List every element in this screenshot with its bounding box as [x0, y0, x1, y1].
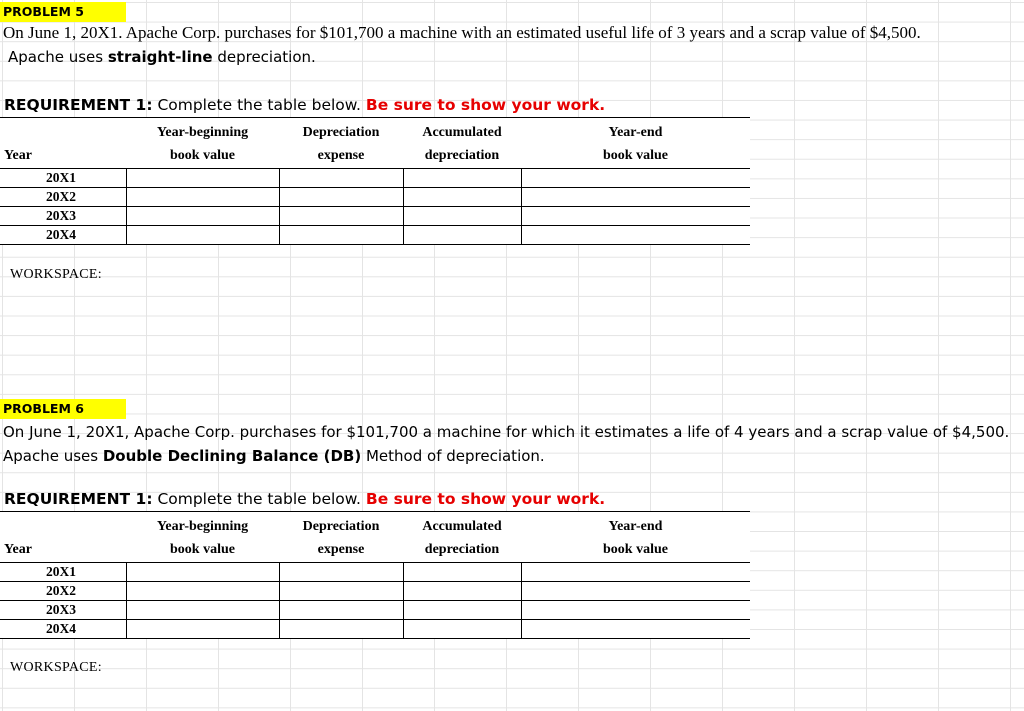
table-row — [0, 620, 750, 639]
input-cell[interactable] — [279, 582, 403, 601]
problem-6-workspace-label: WORKSPACE: — [10, 660, 102, 675]
year-cell: 20X3 — [0, 207, 126, 226]
table-row — [0, 169, 750, 188]
header-depreciation: Depreciation — [279, 512, 403, 543]
input-cell[interactable] — [521, 226, 750, 245]
header-accumulated: Accumulated — [403, 512, 521, 543]
method-name: straight-line — [107, 48, 213, 66]
requirement-label: REQUIREMENT 1: — [4, 490, 153, 508]
table-row — [0, 582, 750, 601]
problem-5-method — [8, 46, 316, 68]
input-cell[interactable] — [521, 563, 750, 582]
input-cell[interactable] — [403, 582, 521, 601]
input-cell[interactable] — [521, 601, 750, 620]
header-depreciation-sub: depreciation — [403, 542, 521, 563]
header-expense: expense — [279, 542, 403, 563]
input-cell[interactable] — [403, 169, 521, 188]
input-cell[interactable] — [403, 207, 521, 226]
problem-5-statement: On June 1, 20X1. Apache Corp. purchases for $101,700 a machine with an estimated useful life of 3 years and a scrap value of $4,500. — [3, 23, 921, 42]
input-cell[interactable] — [403, 601, 521, 620]
method-prefix: Apache uses — [8, 48, 108, 66]
input-cell[interactable] — [126, 207, 279, 226]
year-cell: 20X3 — [0, 601, 126, 620]
input-cell[interactable] — [521, 188, 750, 207]
problem-6-depreciation-table — [0, 511, 750, 639]
input-cell[interactable] — [403, 620, 521, 639]
year-cell: 20X1 — [0, 169, 126, 188]
input-cell[interactable] — [521, 169, 750, 188]
input-cell[interactable] — [279, 601, 403, 620]
method-name: Double Declining Balance (DB) — [102, 447, 362, 465]
input-cell[interactable] — [521, 207, 750, 226]
header-blank — [0, 118, 126, 149]
requirement-warning: Be sure to show your work. — [365, 96, 606, 114]
table-row — [0, 207, 750, 226]
input-cell[interactable] — [279, 563, 403, 582]
header-year: Year — [0, 148, 126, 169]
input-cell[interactable] — [403, 563, 521, 582]
requirement-warning: Be sure to show your work. — [365, 490, 606, 508]
input-cell[interactable] — [403, 226, 521, 245]
header-book-value: book value — [126, 542, 279, 563]
input-cell[interactable] — [126, 601, 279, 620]
input-cell[interactable] — [279, 188, 403, 207]
header-year-beginning: Year-beginning — [126, 118, 279, 149]
table-row — [0, 188, 750, 207]
requirement-text: Complete the table below. — [152, 490, 366, 508]
input-cell[interactable] — [279, 169, 403, 188]
input-cell[interactable] — [126, 226, 279, 245]
table-row — [0, 601, 750, 620]
input-cell[interactable] — [126, 188, 279, 207]
header-book-value: book value — [126, 148, 279, 169]
year-cell: 20X1 — [0, 563, 126, 582]
header-expense: expense — [279, 148, 403, 169]
header-book-value-end: book value — [521, 542, 750, 563]
method-suffix: depreciation. — [212, 48, 316, 66]
year-cell: 20X2 — [0, 188, 126, 207]
year-cell: 20X2 — [0, 582, 126, 601]
year-cell: 20X4 — [0, 226, 126, 245]
input-cell[interactable] — [126, 620, 279, 639]
header-year-beginning: Year-beginning — [126, 512, 279, 543]
problem-6-method — [3, 445, 545, 467]
table-row — [0, 563, 750, 582]
requirement-label: REQUIREMENT 1: — [4, 96, 153, 114]
header-blank — [0, 512, 126, 543]
table-row — [0, 226, 750, 245]
problem-5-workspace-label: WORKSPACE: — [10, 267, 102, 282]
problem-6-statement: On June 1, 20X1, Apache Corp. purchases for $101,700 a machine for which it estimates a life of 4 years and a scrap value of $4,500. — [3, 423, 1010, 441]
input-cell[interactable] — [126, 169, 279, 188]
input-cell[interactable] — [126, 582, 279, 601]
header-year-end: Year-end — [521, 118, 750, 149]
problem-6-tag: PROBLEM 6 — [0, 399, 126, 419]
year-cell: 20X4 — [0, 620, 126, 639]
input-cell[interactable] — [279, 207, 403, 226]
header-depreciation: Depreciation — [279, 118, 403, 149]
input-cell[interactable] — [279, 620, 403, 639]
problem-5-tag: PROBLEM 5 — [0, 2, 126, 22]
input-cell[interactable] — [403, 188, 521, 207]
header-year: Year — [0, 542, 126, 563]
problem-5-depreciation-table — [0, 117, 750, 245]
method-suffix: Method of depreciation. — [361, 447, 545, 465]
header-depreciation-sub: depreciation — [403, 148, 521, 169]
problem-6-requirement — [4, 488, 605, 510]
header-year-end: Year-end — [521, 512, 750, 543]
input-cell[interactable] — [126, 563, 279, 582]
method-prefix: Apache uses — [3, 447, 103, 465]
input-cell[interactable] — [279, 226, 403, 245]
header-book-value-end: book value — [521, 148, 750, 169]
header-accumulated: Accumulated — [403, 118, 521, 149]
input-cell[interactable] — [521, 582, 750, 601]
input-cell[interactable] — [521, 620, 750, 639]
problem-5-requirement — [4, 94, 605, 116]
requirement-text: Complete the table below. — [152, 96, 366, 114]
